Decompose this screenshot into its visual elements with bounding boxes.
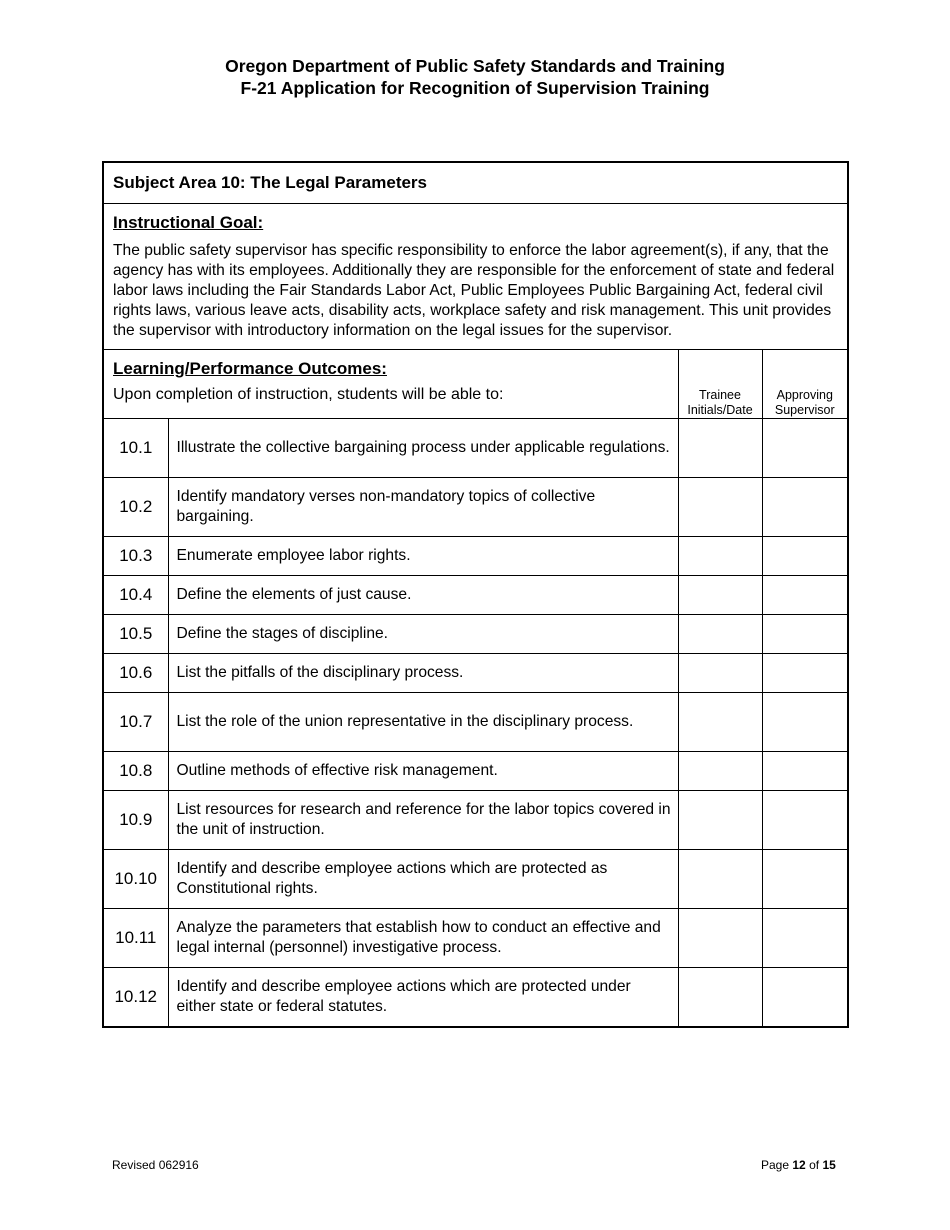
page-prefix: Page <box>761 1158 790 1172</box>
outcome-number: 10.2 <box>103 478 168 537</box>
table-row <box>103 615 848 654</box>
outcome-number: 10.4 <box>103 576 168 615</box>
outcome-number: 10.10 <box>103 850 168 909</box>
outcome-text: Analyze the parameters that establish how to conduct an effective and legal internal (personnel) investigative process. <box>168 909 678 968</box>
supervisor-approval-field[interactable] <box>762 615 848 654</box>
outcome-text: Identify and describe employee actions which are protected as Constitutional rights. <box>168 850 678 909</box>
trainee-initials-field[interactable] <box>678 615 762 654</box>
table-row <box>103 419 848 478</box>
table-row <box>103 654 848 693</box>
table-row <box>103 791 848 850</box>
outcome-number: 10.8 <box>103 752 168 791</box>
trainee-initials-field[interactable] <box>678 478 762 537</box>
outcome-text: List the role of the union representative in the disciplinary process. <box>168 693 678 752</box>
outcome-number: 10.12 <box>103 968 168 1027</box>
trainee-initials-field[interactable] <box>678 909 762 968</box>
outcome-text: Identify mandatory verses non-mandatory topics of collective bargaining. <box>168 478 678 537</box>
supervisor-approval-field[interactable] <box>762 576 848 615</box>
outcome-text: List resources for research and reference for the labor topics covered in the unit of instruction. <box>168 791 678 850</box>
training-form-table <box>102 161 849 1028</box>
supervisor-approval-field[interactable] <box>762 693 848 752</box>
trainee-initials-field[interactable] <box>678 654 762 693</box>
instructional-goal <box>103 204 848 350</box>
table-row <box>103 752 848 791</box>
trainee-initials-field[interactable] <box>678 752 762 791</box>
revision-note: Revised 062916 <box>112 1158 199 1172</box>
supervisor-approval-field[interactable] <box>762 478 848 537</box>
agency-title: Oregon Department of Public Safety Standards and Training <box>225 56 725 76</box>
outcome-text: Outline methods of effective risk management. <box>168 752 678 791</box>
outcome-number: 10.7 <box>103 693 168 752</box>
supervisor-approval-field[interactable] <box>762 850 848 909</box>
supervisor-approval-field[interactable] <box>762 752 848 791</box>
table-row <box>103 576 848 615</box>
subject-area-title: Subject Area 10: The Legal Parameters <box>103 162 848 204</box>
outcome-number: 10.5 <box>103 615 168 654</box>
goal-text: The public safety supervisor has specific responsibility to enforce the labor agreement(s), if any, that the agency has with its employees. Additionally they are responsible for the enforcement of state and federal labor laws including the Fair Standards Labor Act, Public Employees Public Bargaining Act, federal civil rights laws, various leave acts, disability acts, workplace safety and risk management. This unit provides the supervisor with introductory information on the legal issues for the supervisor. <box>113 242 835 339</box>
table-row <box>103 909 848 968</box>
table-row <box>103 478 848 537</box>
outcome-number: 10.11 <box>103 909 168 968</box>
page-current: 12 <box>792 1158 806 1172</box>
supervisor-approval-field[interactable] <box>762 419 848 478</box>
supervisor-approval-field[interactable] <box>762 654 848 693</box>
outcomes-header-row <box>103 350 848 419</box>
table-row <box>103 537 848 576</box>
supervisor-approval-field[interactable] <box>762 968 848 1027</box>
trainee-initials-field[interactable] <box>678 968 762 1027</box>
supervisor-approval-field[interactable] <box>762 909 848 968</box>
supervisor-approval-field[interactable] <box>762 537 848 576</box>
outcome-text: Illustrate the collective bargaining process under applicable regulations. <box>168 419 678 478</box>
outcomes-header <box>103 350 678 419</box>
table-row <box>103 850 848 909</box>
trainee-initials-field[interactable] <box>678 419 762 478</box>
trainee-initials-field[interactable] <box>678 537 762 576</box>
trainee-initials-field[interactable] <box>678 850 762 909</box>
outcome-number: 10.1 <box>103 419 168 478</box>
trainee-initials-field[interactable] <box>678 791 762 850</box>
table-row <box>103 968 848 1027</box>
supervisor-header-line2: Supervisor <box>774 403 835 417</box>
outcome-number: 10.3 <box>103 537 168 576</box>
outcome-number: 10.6 <box>103 654 168 693</box>
table-row <box>103 693 848 752</box>
outcome-text: Define the stages of discipline. <box>168 615 678 654</box>
outcome-text: Define the elements of just cause. <box>168 576 678 615</box>
outcome-text: Identify and describe employee actions which are protected under either state or federal statutes. <box>168 968 678 1027</box>
outcome-text: List the pitfalls of the disciplinary process. <box>168 654 678 693</box>
trainee-initials-field[interactable] <box>678 576 762 615</box>
trainee-column-header <box>678 350 762 419</box>
trainee-header-line2: Initials/Date <box>687 403 753 417</box>
goal-row <box>103 204 848 350</box>
page-number <box>761 1158 836 1172</box>
document-header <box>0 55 950 99</box>
outcomes-intro: Upon completion of instruction, students will be able to: <box>113 386 504 403</box>
supervisor-header-line1: Approving <box>776 388 833 402</box>
trainee-initials-field[interactable] <box>678 693 762 752</box>
form-title: F-21 Application for Recognition of Supervision Training <box>240 78 710 98</box>
subject-row <box>103 162 848 204</box>
page-total: 15 <box>822 1158 836 1172</box>
outcome-text: Enumerate employee labor rights. <box>168 537 678 576</box>
page-of: of <box>809 1158 820 1172</box>
trainee-header-line1: Trainee <box>699 388 741 402</box>
supervisor-column-header <box>762 350 848 419</box>
supervisor-approval-field[interactable] <box>762 791 848 850</box>
goal-heading: Instructional Goal: <box>113 213 264 232</box>
outcome-number: 10.9 <box>103 791 168 850</box>
outcomes-heading: Learning/Performance Outcomes: <box>113 359 387 378</box>
